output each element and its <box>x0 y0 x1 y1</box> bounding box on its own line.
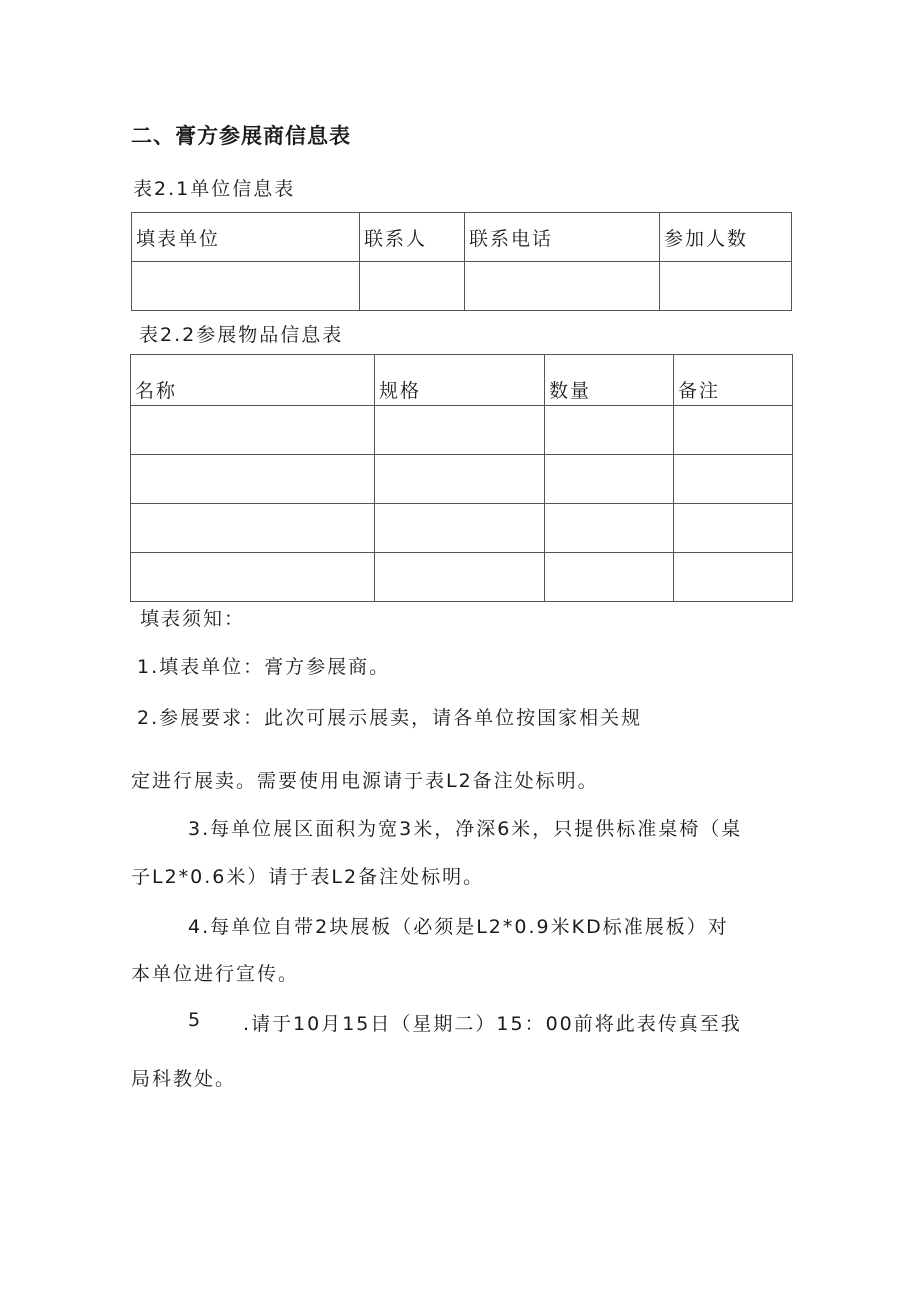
note-item-3-line-2: 子L2*0.6米）请于表L2备注处标明。 <box>131 866 485 888</box>
input-cell-quantity[interactable] <box>545 504 674 553</box>
table2-caption: 表2.2参展物品信息表 <box>139 324 344 346</box>
notes-title: 填表须知： <box>140 608 246 630</box>
input-cell-phone[interactable] <box>465 262 660 311</box>
note-item-4-line-2: 本单位进行宣传。 <box>131 963 300 985</box>
input-cell-remarks[interactable] <box>674 455 793 504</box>
header-cell: 联系电话 <box>465 213 660 262</box>
input-cell-contact[interactable] <box>360 262 465 311</box>
input-cell-remarks[interactable] <box>674 553 793 602</box>
input-cell-remarks[interactable] <box>674 406 793 455</box>
note-item-5-number: 5 <box>188 1009 203 1031</box>
header-cell: 备注 <box>674 355 793 406</box>
exhibit-items-table <box>130 354 793 602</box>
input-cell-quantity[interactable] <box>545 553 674 602</box>
note-item-3-line-1: 3.每单位展区面积为宽3米，净深6米，只提供标准桌椅（桌 <box>188 818 743 840</box>
note-item-2-line-2: 定进行展卖。需要使用电源请于表L2备注处标明。 <box>131 770 599 792</box>
input-cell-quantity[interactable] <box>545 406 674 455</box>
header-cell: 参加人数 <box>660 213 792 262</box>
note-item-2-line-1: 2.参展要求：此次可展示展卖，请各单位按国家相关规 <box>137 707 643 729</box>
table-row <box>131 455 793 504</box>
input-cell-remarks[interactable] <box>674 504 793 553</box>
input-cell-unit[interactable] <box>132 262 360 311</box>
input-cell-name[interactable] <box>131 455 375 504</box>
table1-caption: 表2.1单位信息表 <box>133 178 296 200</box>
header-cell: 填表单位 <box>132 213 360 262</box>
input-cell-quantity[interactable] <box>545 455 674 504</box>
header-cell: 数量 <box>545 355 674 406</box>
note-item-5-line-1: .请于10月15日（星期二）15：00前将此表传真至我 <box>243 1013 742 1035</box>
input-cell-spec[interactable] <box>375 504 545 553</box>
table-row <box>131 504 793 553</box>
table-row <box>131 553 793 602</box>
note-item-5-line-2: 局科教处。 <box>131 1068 237 1090</box>
input-cell-attendees[interactable] <box>660 262 792 311</box>
header-cell: 名称 <box>131 355 375 406</box>
table-header-row <box>132 213 792 262</box>
input-cell-name[interactable] <box>131 504 375 553</box>
unit-info-table <box>131 212 792 311</box>
table-row <box>131 406 793 455</box>
table-row <box>132 262 792 311</box>
input-cell-spec[interactable] <box>375 455 545 504</box>
input-cell-spec[interactable] <box>375 553 545 602</box>
section-heading: 二、膏方参展商信息表 <box>131 124 351 148</box>
input-cell-name[interactable] <box>131 406 375 455</box>
header-cell: 联系人 <box>360 213 465 262</box>
input-cell-spec[interactable] <box>375 406 545 455</box>
note-item-4-line-1: 4.每单位自带2块展板（必须是L2*0.9米KD标准展板）对 <box>188 916 729 938</box>
table-header-row <box>131 355 793 406</box>
note-item-1: 1.填表单位：膏方参展商。 <box>137 656 391 678</box>
input-cell-name[interactable] <box>131 553 375 602</box>
header-cell: 规格 <box>375 355 545 406</box>
